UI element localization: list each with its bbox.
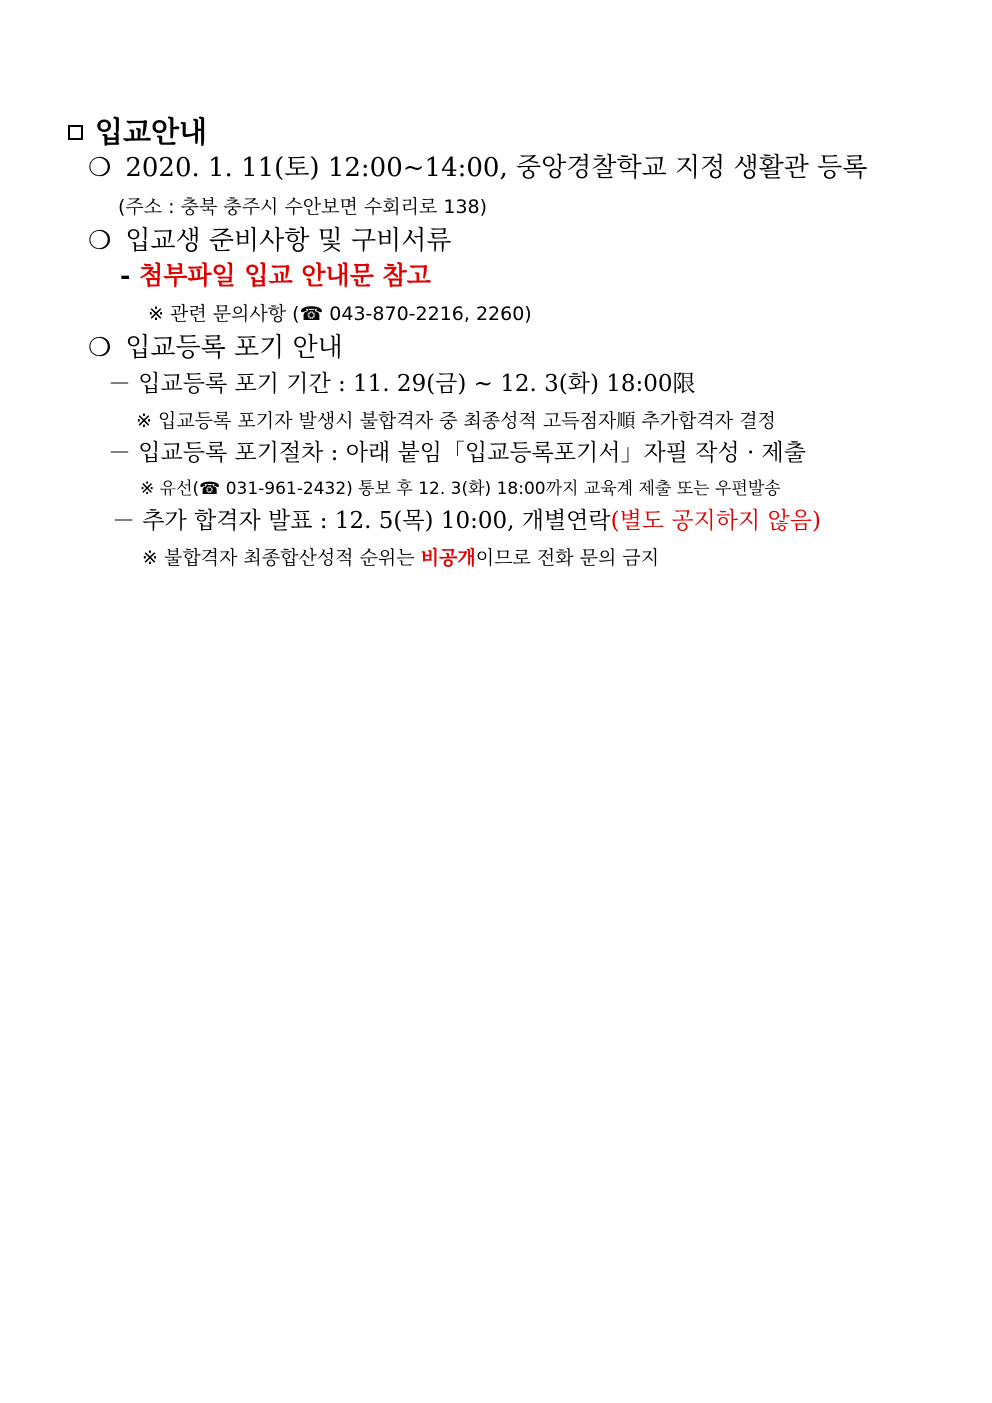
withdrawal-period-note: ※ 입교등록 포기자 발생시 불합격자 중 최종성적 고득점자順 추가합격자 결정 — [136, 410, 776, 432]
preparation-text: 입교생 준비사항 및 구비서류 — [125, 226, 452, 256]
attachment-reference — [120, 263, 431, 288]
attachment-prefix: - — [120, 261, 140, 290]
circle-bullet-icon: ❍ — [88, 153, 112, 183]
preparation-item — [88, 228, 452, 254]
rank-inquiry-note — [142, 549, 659, 568]
withdrawal-procedure: － 입교등록 포기절차 : 아래 붙임「입교등록포기서」자필 작성 · 제출 — [108, 440, 806, 466]
rank-note-suffix: 이므로 전화 문의 금지 — [475, 547, 660, 569]
attachment-text: 첨부파일 입교 안내문 참고 — [139, 261, 431, 290]
schedule-text: 2020. 1. 11(토) 12:00~14:00, 중앙경찰학교 지정 생활관 등록 — [125, 153, 868, 183]
withdrawal-procedure-note: ※ 유선(☎ 031-961-2432) 통보 후 12. 3(화) 18:00까지 교육계 제출 또는 우편발송 — [140, 479, 781, 499]
checkbox-square-icon — [68, 125, 83, 140]
withdrawal-item — [88, 335, 343, 361]
circle-bullet-icon: ❍ — [88, 333, 112, 363]
section-heading — [68, 115, 208, 149]
schedule-item — [88, 155, 867, 181]
section-heading-label: 입교안내 — [95, 115, 208, 149]
address-line: (주소 : 충북 충주시 수안보면 수회리로 138) — [118, 196, 488, 218]
withdrawal-text: 입교등록 포기 안내 — [125, 333, 343, 363]
additional-pass-announcement — [112, 510, 821, 533]
inquiry-note: ※ 관련 문의사항 (☎ 043-870-2216, 2260) — [148, 303, 532, 325]
announcement-text: － 추가 합격자 발표 : 12. 5(목) 10:00, 개별연락 — [112, 508, 611, 534]
rank-note-private: 비공개 — [420, 547, 476, 569]
announcement-no-notice: (별도 공지하지 않음) — [610, 508, 821, 534]
circle-bullet-icon: ❍ — [88, 226, 112, 256]
withdrawal-period: － 입교등록 포기 기간 : 11. 29(금) ~ 12. 3(화) 18:00限 — [108, 371, 696, 397]
rank-note-prefix: ※ 불합격자 최종합산성적 순위는 — [142, 547, 421, 569]
